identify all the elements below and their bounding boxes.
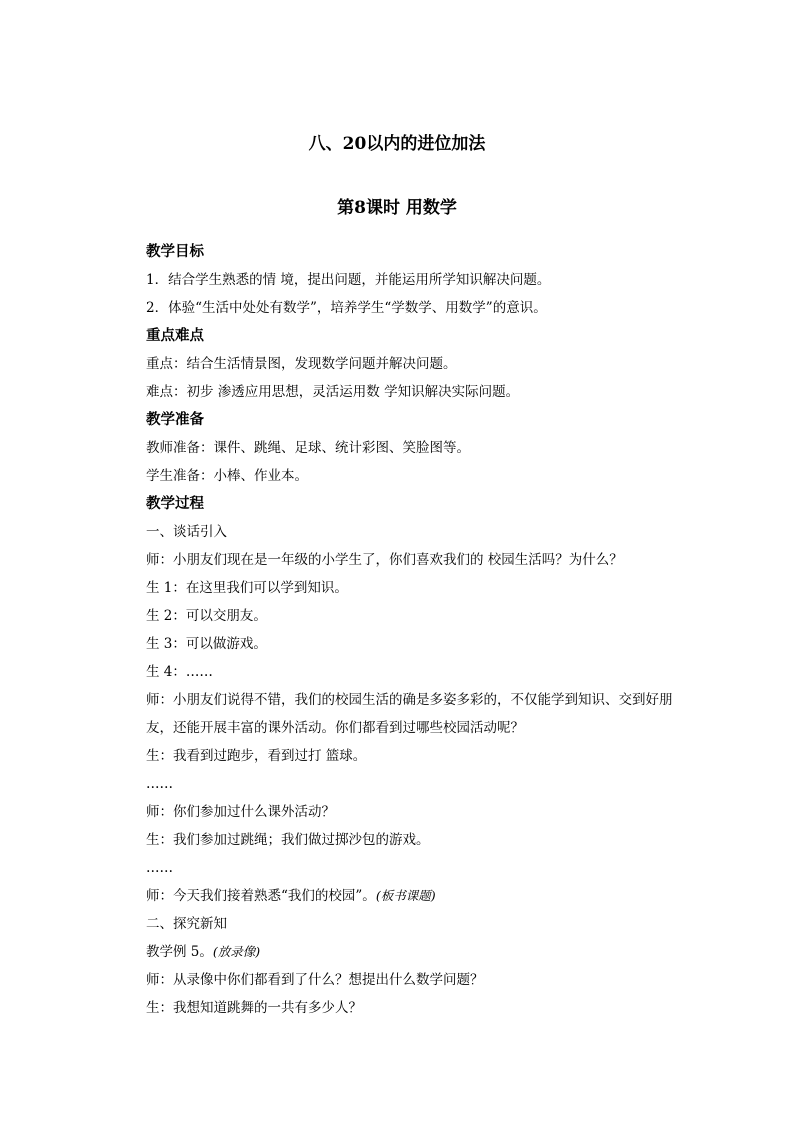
ellipsis-1: …… [146, 776, 173, 792]
part-heading-explore: 二、探究新知 [146, 916, 227, 932]
section-heading-preparation: 教学准备 [146, 411, 204, 428]
dialogue-teacher-5: 师：从录像中你们都看到了什么？想提出什么数学问题？ [146, 972, 484, 988]
ellipsis-2: …… [146, 860, 173, 876]
section-heading-key-points: 重点难点 [146, 327, 204, 344]
dialogue-student-3: 生 3：可以做游戏。 [146, 636, 267, 652]
document-body [146, 238, 676, 1022]
dialogue-teacher-2: 师：小朋友们说得不错，我们的校园生活的确是多姿多彩的，不仅能学到知识、交到好朋友，还能开展丰富的课外活动。你们都看到过哪些校园活动呢？ [146, 692, 673, 736]
dialogue-teacher-3: 师：你们参加过什么课外活动？ [146, 804, 335, 820]
part-heading-intro: 一、谈话引入 [146, 524, 227, 540]
dialogue-student-2: 生 2：可以交朋友。 [146, 608, 267, 624]
video-note: (放录像) [212, 944, 261, 959]
section-heading-process: 教学过程 [146, 495, 204, 512]
prep-student: 学生准备：小棒、作业本。 [146, 468, 308, 484]
dialogue-student-5: 生：我看到过跑步，看到过打 篮球。 [146, 748, 367, 764]
document-title: 八、20以内的进位加法 [308, 134, 486, 154]
dialogue-teacher-4 [146, 882, 676, 910]
goal-item-1: 1．结合学生熟悉的情 境，提出问题，并能运用所学知识解决问题。 [146, 272, 551, 288]
board-note: (板书课题) [375, 888, 436, 903]
example-text: 教学例 5。 [146, 944, 213, 960]
section-heading-goals: 教学目标 [146, 243, 204, 260]
dialogue-student-6: 生：我们参加过跳绳；我们做过掷沙包的游戏。 [146, 832, 430, 848]
goal-item-2: 2．体验“生活中处处有数学”，培养学生“学数学、用数学”的意识。 [146, 300, 547, 316]
dialogue-teacher-1: 师：小朋友们现在是一年级的小学生了，你们喜欢我们的 校园生活吗？为什么？ [146, 552, 623, 568]
key-point: 重点：结合生活情景图，发现数学问题并解决问题。 [146, 356, 457, 372]
lesson-subtitle: 第8课时 用数学 [337, 198, 457, 218]
dialogue-student-1: 生 1：在这里我们可以学到知识。 [146, 580, 348, 596]
prep-teacher: 教师准备：课件、跳绳、足球、统计彩图、笑脸图等。 [146, 440, 470, 456]
dialogue-teacher-4-text: 师：今天我们接着熟悉“我们的校园”。 [146, 888, 376, 904]
example-line [146, 938, 676, 966]
dialogue-student-7: 生：我想知道跳舞的一共有多少人？ [146, 1000, 362, 1016]
difficult-point: 难点：初步 渗透应用思想，灵活运用数 学知识解决实际问题。 [146, 384, 520, 400]
dialogue-student-4: 生 4：…… [146, 664, 213, 680]
